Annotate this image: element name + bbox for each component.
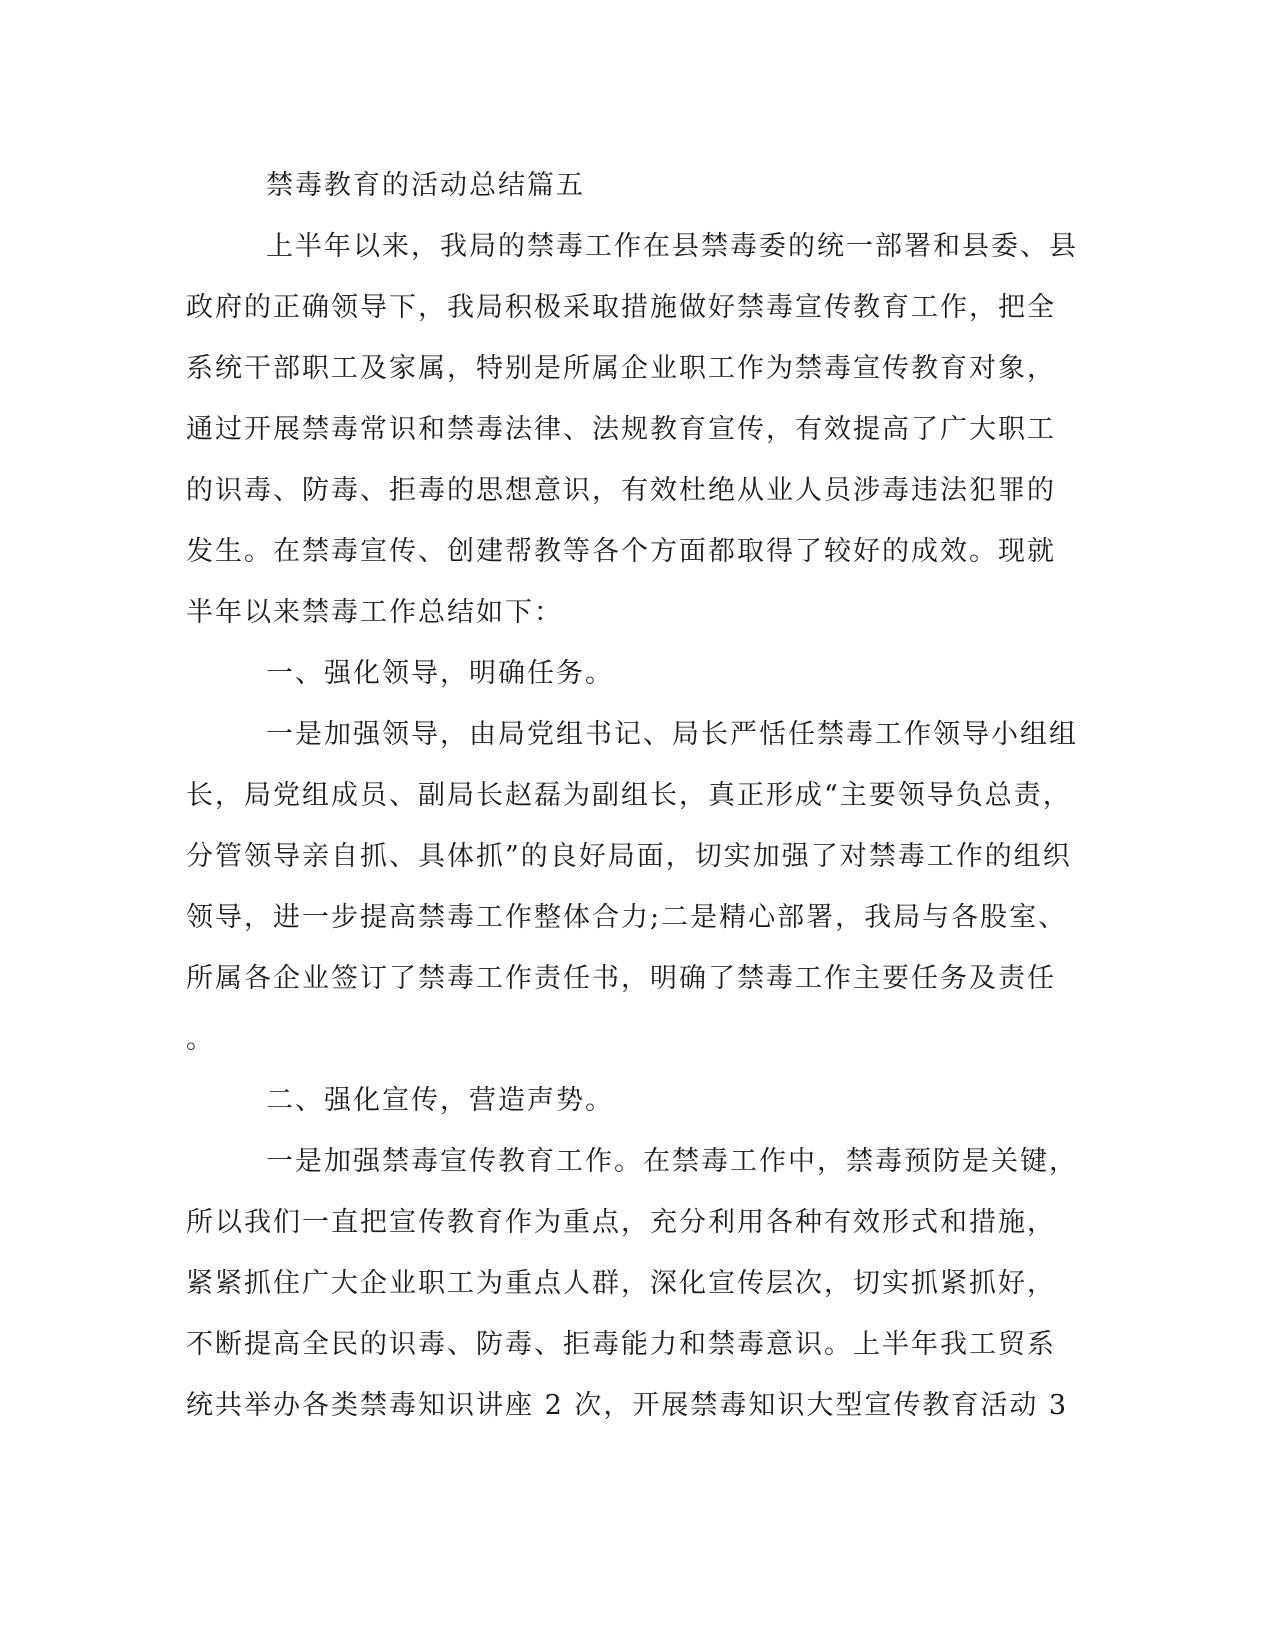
paragraph-line: 发生。在禁毒宣传、创建帮教等各个方面都取得了较好的成效。现就: [186, 536, 1056, 567]
paragraph-line: 。: [186, 1024, 215, 1055]
section-heading: 一、强化领导，明确任务。: [266, 658, 614, 689]
paragraph-line: 长，局党组成员、副局长赵磊为副组长，真正形成“主要领导负总责，: [186, 780, 1072, 811]
paragraph-line: 一是加强禁毒宣传教育工作。在禁毒工作中，禁毒预防是关键，: [266, 1146, 1078, 1177]
paragraph-line: 不断提高全民的识毒、防毒、拒毒能力和禁毒意识。上半年我工贸系: [186, 1329, 1056, 1360]
paragraph-line: 所以我们一直把宣传教育作为重点，充分利用各种有效形式和措施，: [186, 1207, 1056, 1238]
document-body: [186, 166, 1078, 1447]
paragraph-line: 半年以来禁毒工作总结如下：: [186, 597, 563, 628]
paragraph-line: 系统干部职工及家属，特别是所属企业职工作为禁毒宣传教育对象，: [186, 353, 1056, 384]
paragraph-line: 领导，进一步提高禁毒工作整体合力;二是精心部署，我局与各股室、: [186, 902, 1068, 933]
section-heading: 二、强化宣传，营造声势。: [266, 1085, 614, 1116]
paragraph-line: 的识毒、防毒、拒毒的思想意识，有效杜绝从业人员涉毒违法犯罪的: [186, 475, 1056, 506]
paragraph-line: 所属各企业签订了禁毒工作责任书，明确了禁毒工作主要任务及责任: [186, 963, 1056, 994]
paragraph-line: 紧紧抓住广大企业职工为重点人群，深化宣传层次，切实抓紧抓好，: [186, 1268, 1056, 1299]
paragraph-line: 通过开展禁毒常识和禁毒法律、法规教育宣传，有效提高了广大职工: [186, 414, 1056, 445]
paragraph-line: 分管领导亲自抓、具体抓”的良好局面，切实加强了对禁毒工作的组织: [186, 841, 1072, 872]
paragraph-line: 政府的正确领导下，我局积极采取措施做好禁毒宣传教育工作，把全: [186, 292, 1056, 323]
paragraph-line: 一是加强领导，由局党组书记、局长严恬任禁毒工作领导小组组: [266, 719, 1078, 750]
paragraph-line: 上半年以来，我局的禁毒工作在县禁毒委的统一部署和县委、县: [266, 231, 1078, 262]
paragraph-line: 统共举办各类禁毒知识讲座 2 次，开展禁毒知识大型宣传教育活动 3: [186, 1390, 1069, 1421]
document-title: 禁毒教育的活动总结篇五: [266, 170, 585, 201]
